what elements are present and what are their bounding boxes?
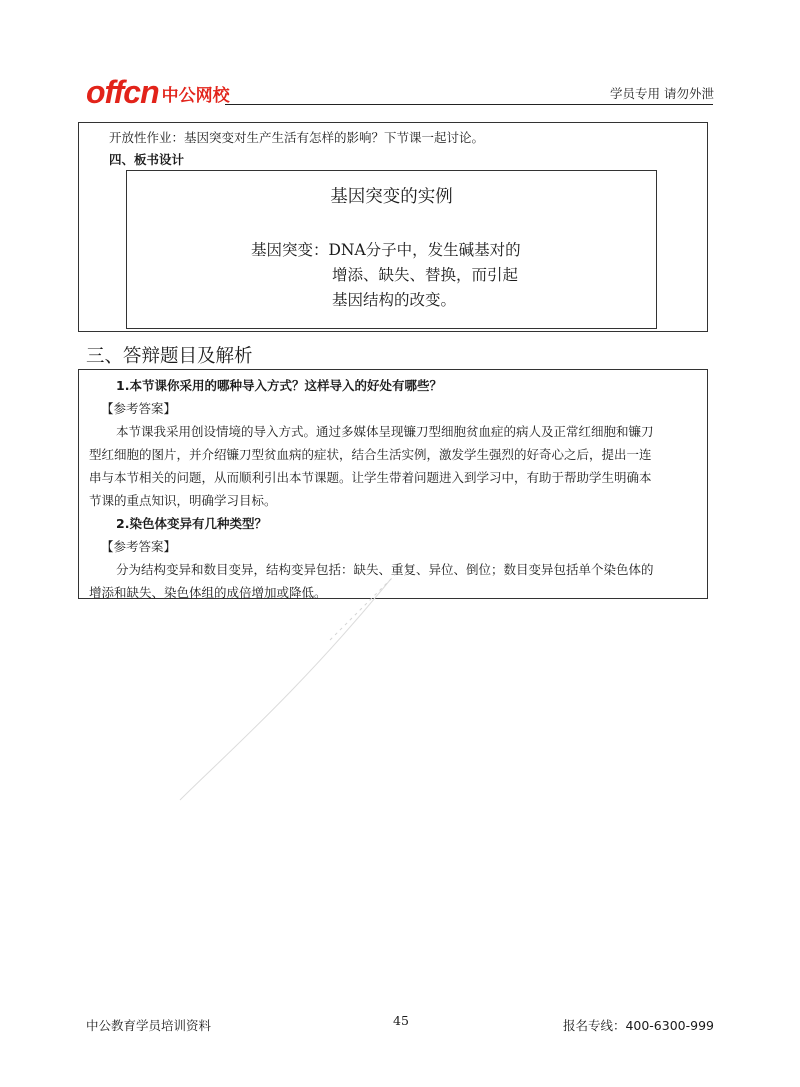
blackboard-design bbox=[126, 170, 657, 329]
answer-2-tag: 【参考答案】 bbox=[101, 539, 177, 554]
answer-1-tag: 【参考答案】 bbox=[101, 401, 177, 416]
header-notice: 学员专用 请勿外泄 bbox=[610, 86, 714, 101]
footer-left-text: 中公教育学员培训资料 bbox=[86, 1018, 212, 1033]
logo-chinese-text: 中公网校 bbox=[161, 86, 230, 106]
qa-box bbox=[78, 369, 708, 599]
footer-hotline: 报名专线：400-6300-999 bbox=[562, 1018, 714, 1033]
section-heading: 三、答辩题目及解析 bbox=[86, 346, 253, 367]
answer-2-line: 分为结构变异和数目变异，结构变异包括：缺失、重复、异位、倒位；数目变异包括单个染色体的 bbox=[116, 562, 654, 577]
answer-2-line: 增添和缺失、染色体组的成倍增加或降低。 bbox=[89, 585, 327, 600]
board-line-1: 基因突变：DNA分子中，发生碱基对的 bbox=[251, 241, 521, 259]
homework-text: 开放性作业：基因突变对生产生活有怎样的影响？下节课一起讨论。 bbox=[109, 130, 485, 145]
question-2: 2.染色体变异有几种类型？ bbox=[116, 516, 267, 531]
question-1: 1.本节课你采用的哪种导入方式？这样导入的好处有哪些？ bbox=[116, 378, 442, 393]
header-divider bbox=[225, 104, 713, 105]
lesson-plan-box bbox=[78, 122, 708, 332]
board-design-heading: 四、板书设计 bbox=[109, 152, 185, 167]
board-title: 基因突变的实例 bbox=[330, 187, 453, 207]
answer-1-line: 本节课我采用创设情境的导入方式。通过多媒体呈现镰刀型细胞贫血症的病人及正常红细胞和镰刀 bbox=[116, 424, 654, 439]
offcn-logo bbox=[86, 74, 230, 108]
answer-1-line: 型红细胞的图片，并介绍镰刀型贫血病的症状，结合生活实例，激发学生强烈的好奇心之后，提出一连 bbox=[89, 447, 652, 462]
page-number: 45 bbox=[393, 1013, 409, 1028]
board-line-2: 增添、缺失、替换，而引起 bbox=[332, 266, 519, 284]
answer-1-line: 节课的重点知识，明确学习目标。 bbox=[89, 493, 277, 508]
answer-1-line: 串与本节相关的问题，从而顺利引出本节课题。让学生带着问题进入到学习中，有助于帮助学生明确本 bbox=[89, 470, 652, 485]
board-line-3: 基因结构的改变。 bbox=[332, 291, 457, 309]
logo-brand-text: offcn bbox=[86, 74, 159, 110]
